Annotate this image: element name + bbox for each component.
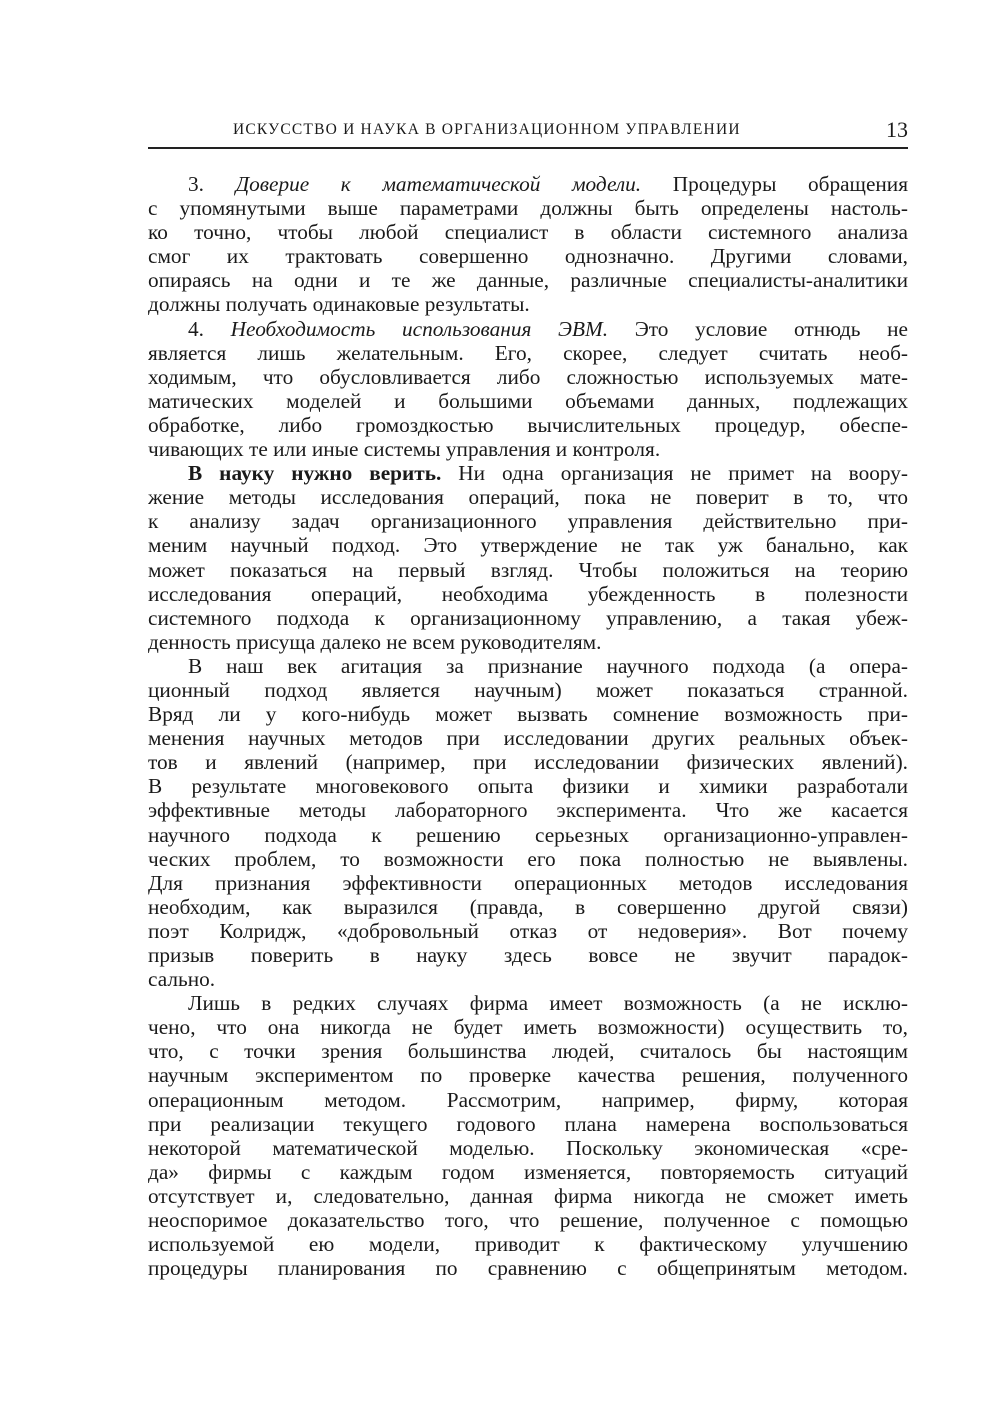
paragraph-scientific-approach bbox=[148, 654, 908, 991]
text-line: что, с точки зрения большинства людей, считалось бы настоящим bbox=[148, 1039, 908, 1064]
text-line: жение методы исследования операций, пока не поверит в то, что bbox=[148, 485, 908, 510]
text-line: может показаться на первый взгляд. Чтобы положиться на теорию bbox=[148, 557, 908, 582]
text-line bbox=[148, 461, 908, 485]
text-line: сально. bbox=[148, 967, 216, 992]
item-number: 4. bbox=[188, 316, 231, 341]
text-line: системного подхода к организационному управлению, а такая убеж- bbox=[148, 605, 908, 630]
text-line: обработке, либо громоздкостью вычислительных процедур, обеспе- bbox=[148, 412, 908, 437]
item-heading: Доверие к математической модели. bbox=[235, 172, 642, 196]
text-line: является лишь желательным. Его, скорее, следует считать необ- bbox=[148, 340, 908, 365]
paragraph-believe-in-science bbox=[148, 461, 908, 654]
text-line: менения научных методов при исследовании других реальных объек- bbox=[148, 726, 908, 751]
page-number: 13 bbox=[886, 117, 908, 142]
text-line: к анализу задач организационного управления действительно при- bbox=[148, 509, 908, 534]
text-line: научного подхода к решению серьезных организационно-управлен- bbox=[148, 822, 908, 847]
text-line: поэт Колридж, «добровольный отказ от недоверия». Вот почему bbox=[148, 918, 908, 943]
text-line: при реализации текущего годового плана намерена воспользоваться bbox=[148, 1111, 908, 1136]
text-line: ко точно, чтобы любой специалист в области системного анализа bbox=[148, 220, 908, 245]
paragraph-rare-experiment bbox=[148, 991, 908, 1280]
text-line: да» фирмы с каждым годом изменяется, повторяемость ситуаций bbox=[148, 1159, 908, 1184]
text-line: необходим, как выразился (правда, в совершенно другой связи) bbox=[148, 894, 908, 919]
text-line: научным экспериментом по проверке качества решения, полученного bbox=[148, 1063, 908, 1088]
text-line: Для признания эффективности операционных методов исследования bbox=[148, 870, 908, 895]
text-line: опираясь на одни и те же данные, различные специалисты-аналитики bbox=[148, 268, 908, 293]
text-line: отсутствует и, следовательно, данная фирма никогда не сможет иметь bbox=[148, 1183, 908, 1208]
body-text bbox=[148, 172, 908, 1280]
text-line: ческих проблем, то возможности его пока полностью не выявлены. bbox=[148, 846, 908, 871]
text-line: ходимым, что обусловливается либо сложностью используемых мате- bbox=[148, 364, 908, 389]
item-heading: Необходимость использования ЭВМ. bbox=[230, 316, 609, 341]
text-line: с упомянутыми выше параметрами должны быть определены настоль- bbox=[148, 196, 908, 221]
text-run: Это условие отнюдь не bbox=[608, 316, 908, 341]
text-line: эффективные методы лабораторного эксперимента. Что же касается bbox=[148, 798, 908, 823]
text-run: Процедуры обращения bbox=[641, 172, 908, 196]
item-number: 3. bbox=[188, 172, 236, 196]
text-run: Ни одна организация не примет на воору- bbox=[441, 461, 908, 486]
text-line bbox=[148, 172, 908, 196]
running-head bbox=[148, 117, 908, 149]
paragraph-trust-in-model bbox=[148, 172, 908, 317]
text-line: Лишь в редких случаях фирма имеет возможность (а не исклю- bbox=[188, 991, 908, 1016]
text-line: Вряд ли у кого-нибудь может вызвать сомнение возможность при- bbox=[148, 702, 908, 727]
text-line: чивающих те или иные системы управления и контроля. bbox=[148, 437, 661, 462]
text-line: В наш век агитация за признание научного подхода (а опера- bbox=[188, 653, 908, 678]
text-line: тов и явлений (например, при исследовании физических явлений). bbox=[148, 750, 908, 775]
text-line: денность присуща далеко не всем руководителям. bbox=[148, 629, 602, 654]
text-line: чено, что она никогда не будет иметь возможности) осуществить то, bbox=[148, 1015, 908, 1040]
text-line: некоторой математической моделью. Поскольку экономическая «сре- bbox=[148, 1135, 908, 1160]
text-line: меним научный подход. Это утверждение не так уж банально, как bbox=[148, 533, 908, 558]
section-run-in-heading: В науку нужно верить. bbox=[188, 461, 442, 486]
paragraph-computer-need bbox=[148, 317, 908, 462]
text-line: исследования операций, необходима убежденность в полезности bbox=[148, 581, 908, 606]
text-line: В результате многовекового опыта физики и химики разработали bbox=[148, 774, 908, 799]
text-line: матических моделей и большими объемами данных, подлежащих bbox=[148, 388, 908, 413]
text-line: операционным методом. Рассмотрим, например, фирму, которая bbox=[148, 1087, 908, 1112]
text-line: смог их трактовать совершенно однозначно. Другими словами, bbox=[148, 244, 908, 269]
text-line: должны получать одинаковые результаты. bbox=[148, 292, 530, 317]
text-line: неоспоримое доказательство того, что решение, полученное с помощью bbox=[148, 1208, 908, 1233]
text-line: процедуры планирования по сравнению с общепринятым методом. bbox=[148, 1256, 908, 1281]
text-line bbox=[148, 317, 908, 341]
text-line: ционный подход является научным) может показаться странной. bbox=[148, 677, 908, 702]
text-line: призыв поверить в науку здесь вовсе не звучит парадок- bbox=[148, 943, 908, 967]
running-title: ИСКУССТВО И НАУКА В ОРГАНИЗАЦИОННОМ УПРАВЛЕНИИ bbox=[233, 121, 741, 138]
text-line: используемой ею модели, приводит к фактическому улучшению bbox=[148, 1232, 908, 1257]
